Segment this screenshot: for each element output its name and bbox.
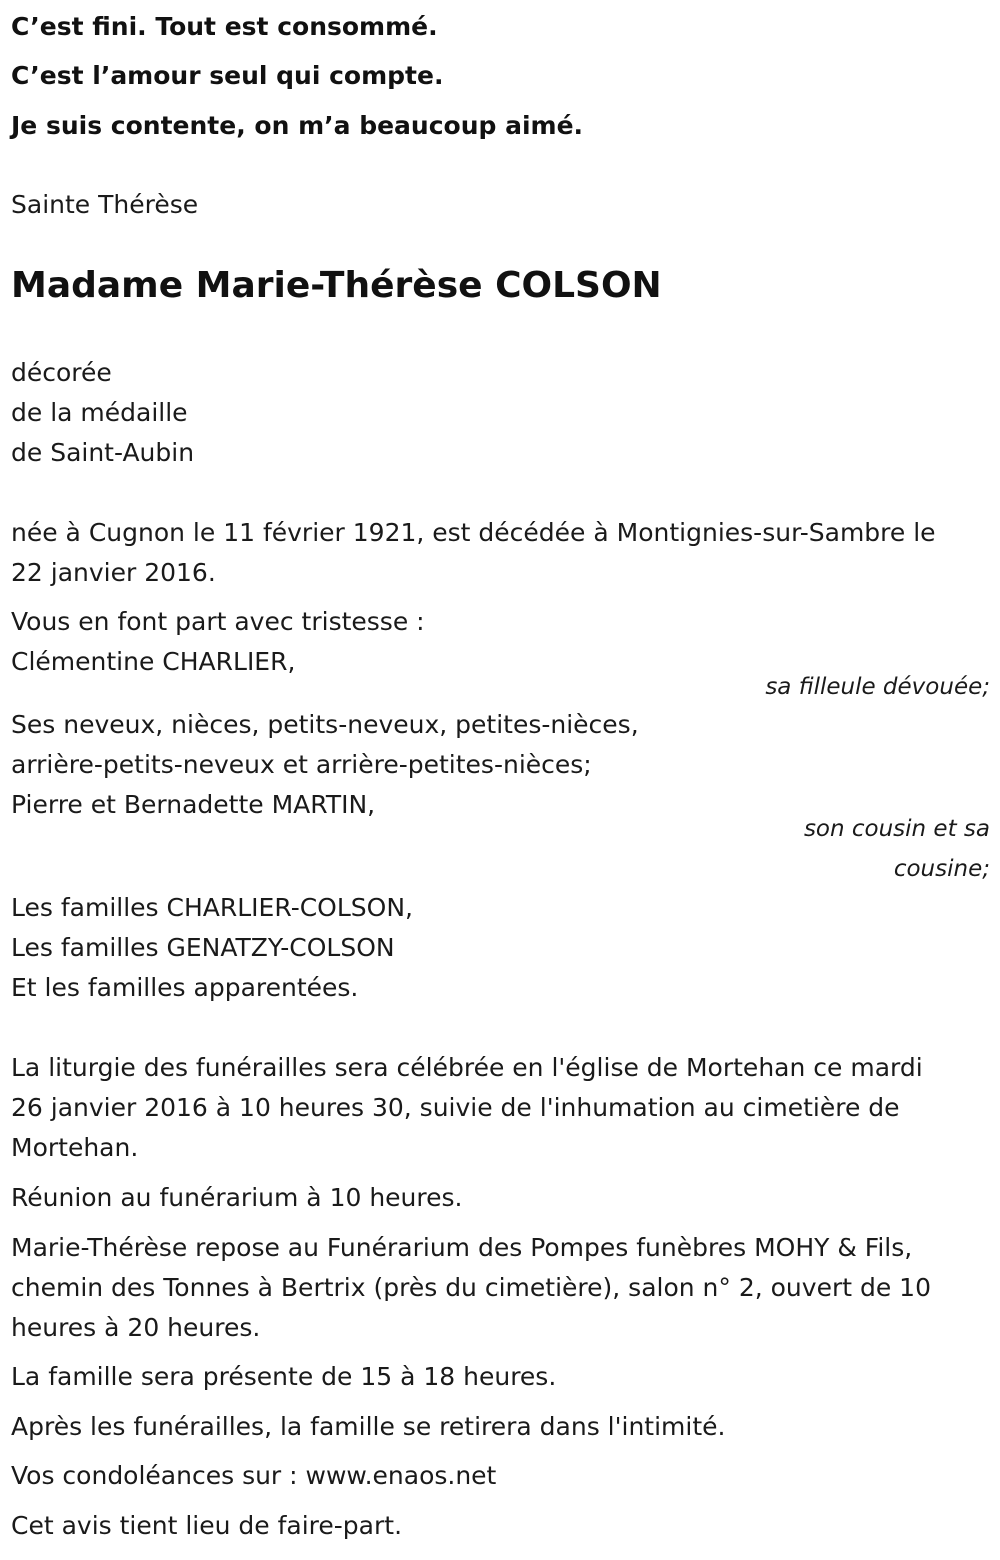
family-person-1: Clémentine CHARLIER, [11, 647, 296, 676]
notice-info: Cet avis tient lieu de faire-part. [11, 1511, 403, 1540]
quote-line-3: Je suis contente, on m’a beaucoup aimé. [11, 111, 584, 140]
decoration-line-2: de la médaille [11, 398, 188, 427]
rest-line-2: chemin des Tonnes à Bertrix (près du cimetière), salon n° 2, ouvert de 10 [11, 1273, 931, 1302]
meeting-info: Réunion au funérarium à 10 heures. [11, 1183, 463, 1212]
family-person-2: Pierre et Bernadette MARTIN, [11, 790, 376, 819]
quote-line-2: C’est l’amour seul qui compte. [11, 61, 444, 90]
birth-death-line-1: née à Cugnon le 11 février 1921, est décédée à Montignies-sur-Sambre le [11, 518, 936, 547]
relatives-line-2: arrière-petits-neveux et arrière-petites-nièces; [11, 750, 592, 779]
liturgy-line-3: Mortehan. [11, 1133, 139, 1162]
families-line-2: Les familles GENATZY-COLSON [11, 933, 395, 962]
rest-line-3: heures à 20 heures. [11, 1313, 261, 1342]
condolences-info: Vos condoléances sur : www.enaos.net [11, 1461, 497, 1490]
quote-author: Sainte Thérèse [11, 190, 199, 219]
liturgy-line-1: La liturgie des funérailles sera célébrée en l'église de Mortehan ce mardi [11, 1053, 923, 1082]
deceased-name: Madame Marie-Thérèse COLSON [11, 265, 662, 306]
quote-line-1: C’est fini. Tout est consommé. [11, 12, 438, 41]
families-line-3: Et les familles apparentées. [11, 973, 359, 1002]
birth-death-line-2: 22 janvier 2016. [11, 558, 216, 587]
family-intro: Vous en font part avec tristesse : [11, 607, 425, 636]
families-line-1: Les familles CHARLIER-COLSON, [11, 893, 413, 922]
decoration-line-3: de Saint-Aubin [11, 438, 195, 467]
family-person-2-role-line-2: cousine; [893, 856, 990, 882]
after-info: Après les funérailles, la famille se retirera dans l'intimité. [11, 1412, 726, 1441]
relatives-line-1: Ses neveux, nièces, petits-neveux, petites-nièces, [11, 710, 639, 739]
decoration-line-1: décorée [11, 358, 112, 387]
family-person-2-role-line-1: son cousin et sa [803, 816, 990, 842]
rest-line-1: Marie-Thérèse repose au Funérarium des Pompes funèbres MOHY & Fils, [11, 1233, 913, 1262]
liturgy-line-2: 26 janvier 2016 à 10 heures 30, suivie de l'inhumation au cimetière de [11, 1093, 900, 1122]
presence-info: La famille sera présente de 15 à 18 heures. [11, 1362, 557, 1391]
family-person-1-role: sa filleule dévouée; [765, 674, 990, 700]
